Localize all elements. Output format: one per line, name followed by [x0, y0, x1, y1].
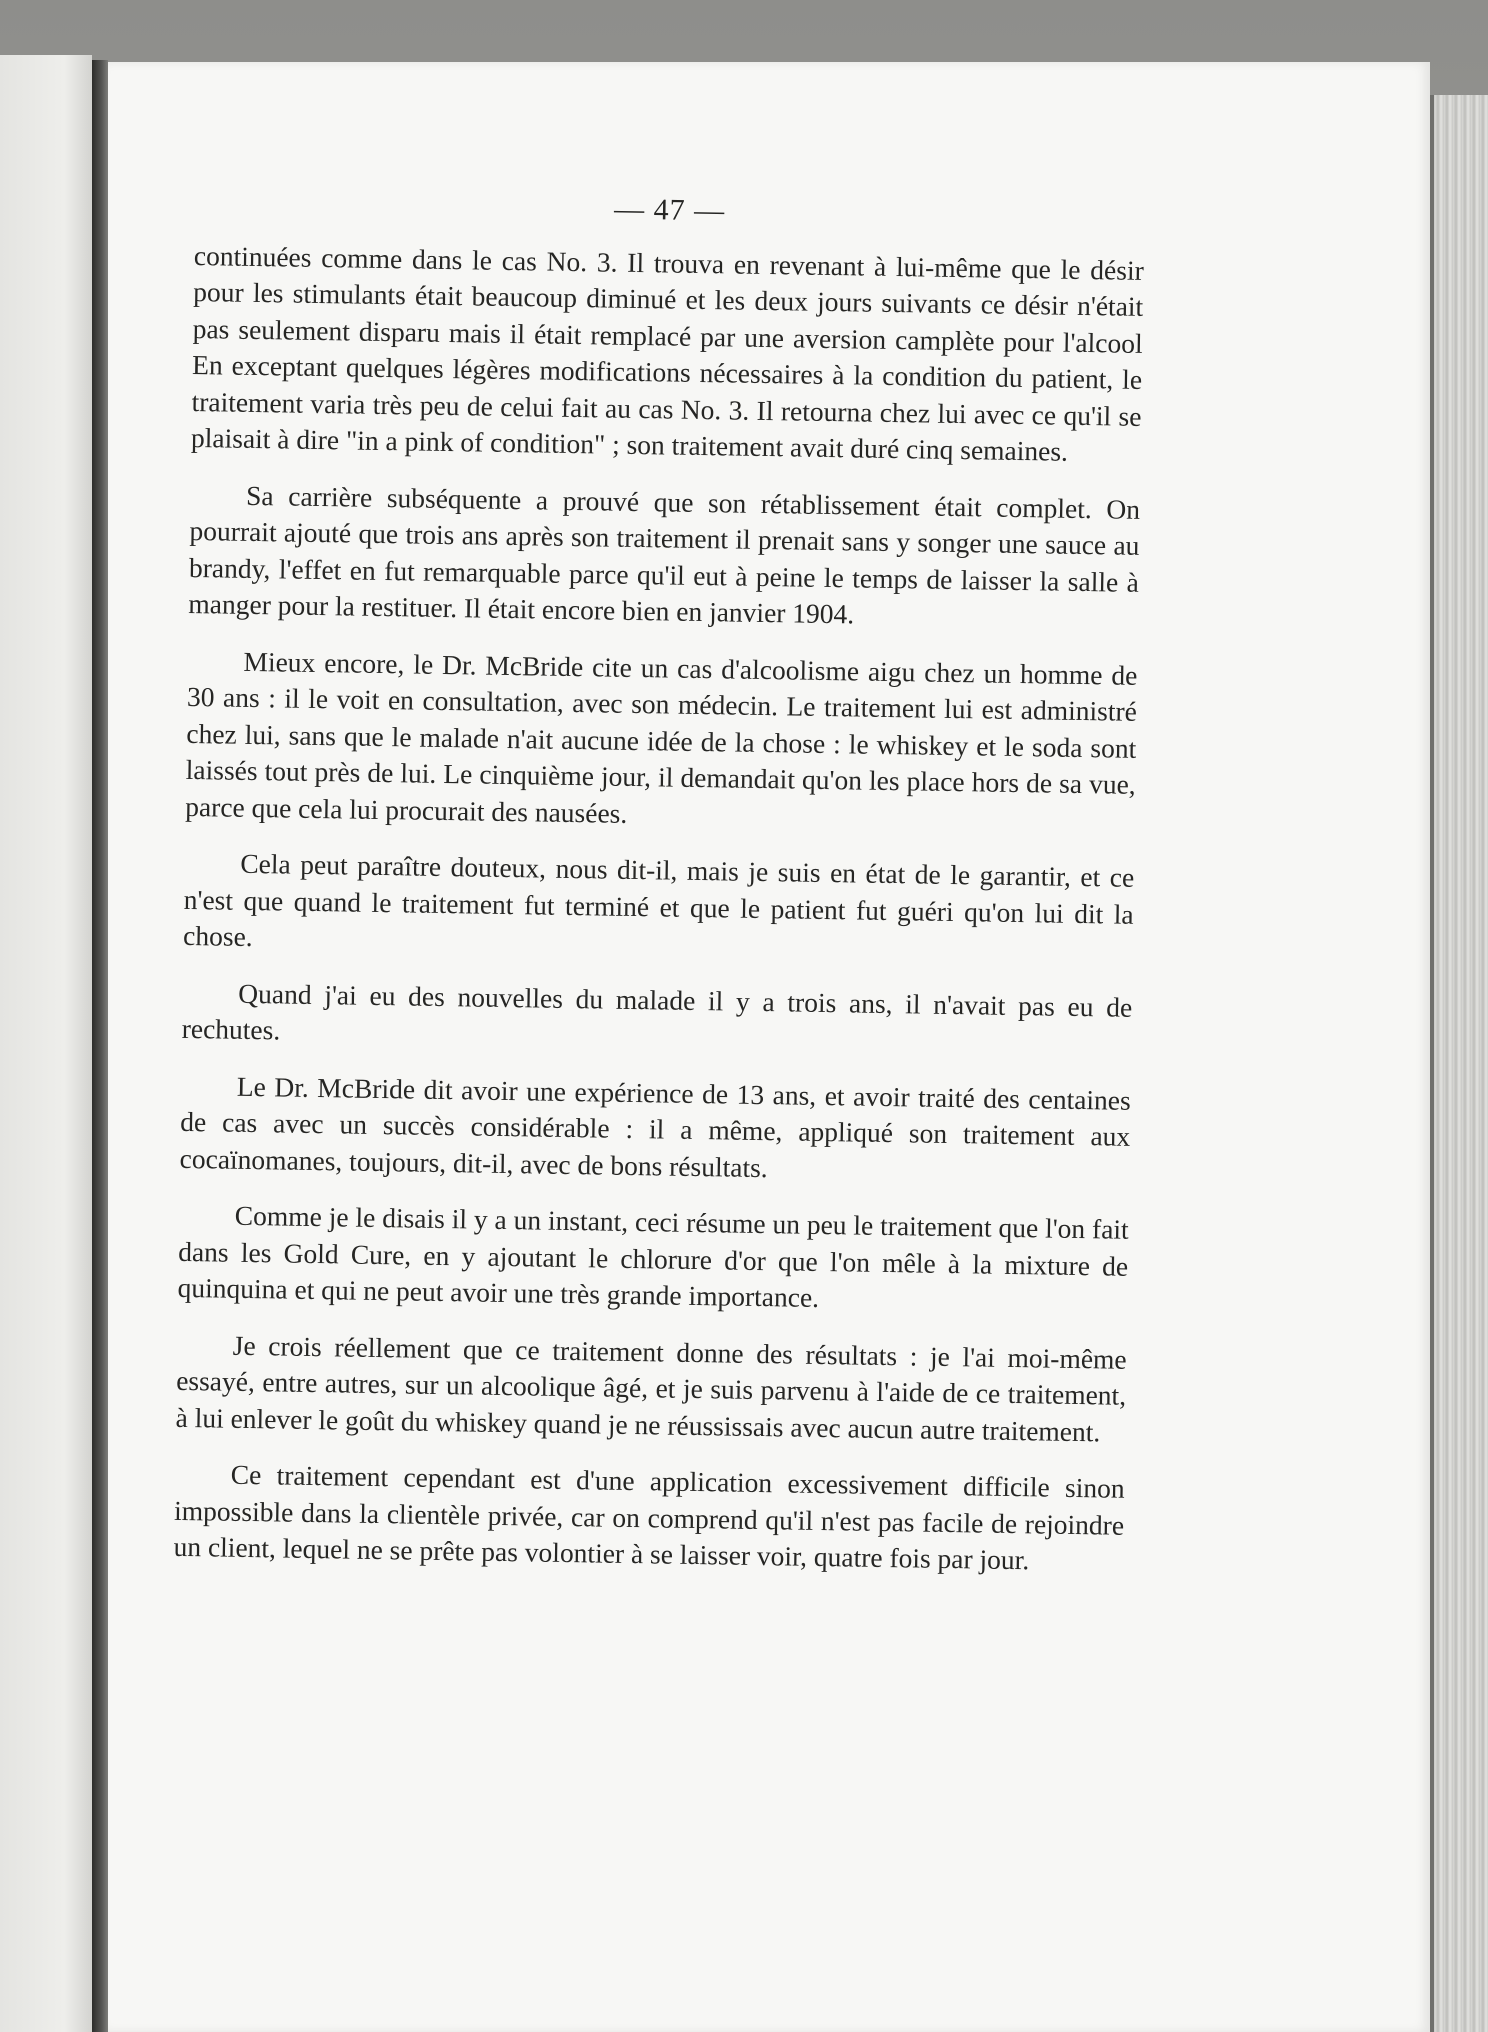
book-gutter	[92, 60, 108, 2032]
paragraph-6: Le Dr. McBride dit avoir une expérience de 13 ans, et avoir traité des centaines de cas avec un succès considérable : il a même, appliqué son traitement aux cocaïnomanes, toujours, dit-il, avec de bons résultats.	[179, 1070, 1131, 1183]
paragraph-8: Je crois réellement que ce traitement donne des résultats : je l'ai moi-même essayé, entre autres, sur un alcoolique âgé, et je suis parvenu à l'aide de ce traitement, à lui enlever le goût du whiskey quand je ne réussissais avec aucun autre traitement.	[175, 1329, 1127, 1447]
paragraph-5: Quand j'ai eu des nouvelles du malade il y a trois ans, il n'avait pas eu de rechutes.	[181, 977, 1133, 1046]
paragraph-9: Ce traitement cependant est d'une application excessivement difficile sinon impossible dans la clientèle privée, car on comprend qu'il n'est pas facile de rejoindre un client, lequel ne se prête pas volontier à se laisser voir, quatre fois par jour.	[173, 1458, 1125, 1576]
facing-page-edge	[0, 55, 92, 2032]
page-content	[173, 185, 1145, 1600]
paragraph-3: Mieux encore, le Dr. McBride cite un cas d'alcoolisme aigu chez un homme de 30 ans : il le voit en consultation, avec son médecin. Le traitement lui est administré chez lui, sans que le malade n'ait aucune idée de la chose : le whiskey et le soda sont laissés tout près de lui. Le cinquième jour, il demandait qu'on les place hors de sa vue, parce que cela lui procurait des nausées.	[185, 645, 1138, 829]
paragraph-7: Comme je le disais il y a un instant, ceci résume un peu le traitement que l'on fait dans les Gold Cure, en y ajoutant le chlorure d'or que l'on mêle à la mixture de quinquina et qui ne peut avoir une très grande importance.	[177, 1199, 1129, 1313]
paragraph-1: continuées comme dans le cas No. 3. Il trouva en revenant à lui-même que le désir pour les stimulants était beaucoup diminué et les deux jours suivants ce désir n'était pas seulement disparu mais il était remplacé par une aversion camplète pour l'alcool En exceptant quelques légères modifications nécessaires à la condition du patient, le traitement varia très peu de celui fait au cas No. 3. Il retourna chez lui avec ce qu'il se plaisait à dire "in a pink of condition" ; son traitement avait duré cinq semaines.	[190, 239, 1145, 467]
paragraph-4: Cela peut paraître douteux, nous dit-il, mais je suis en état de le garantir, et ce n'est que quand le traitement fut terminé et que le patient fut guéri qu'on lui dit la chose.	[182, 847, 1135, 952]
page-stack-edges	[1426, 95, 1488, 2032]
paragraph-2: Sa carrière subséquente a prouvé que son rétablissement était complet. On pourrait ajouté que trois ans après son traitement il prenait sans y songer une sauce au brandy, l'effet en fut remarquable parce qu'il eut à peine le temps de laisser la salle à manger pour la restituer. Il était encore bien en janvier 1904.	[188, 479, 1141, 630]
page-number: — 47 —	[613, 192, 726, 228]
